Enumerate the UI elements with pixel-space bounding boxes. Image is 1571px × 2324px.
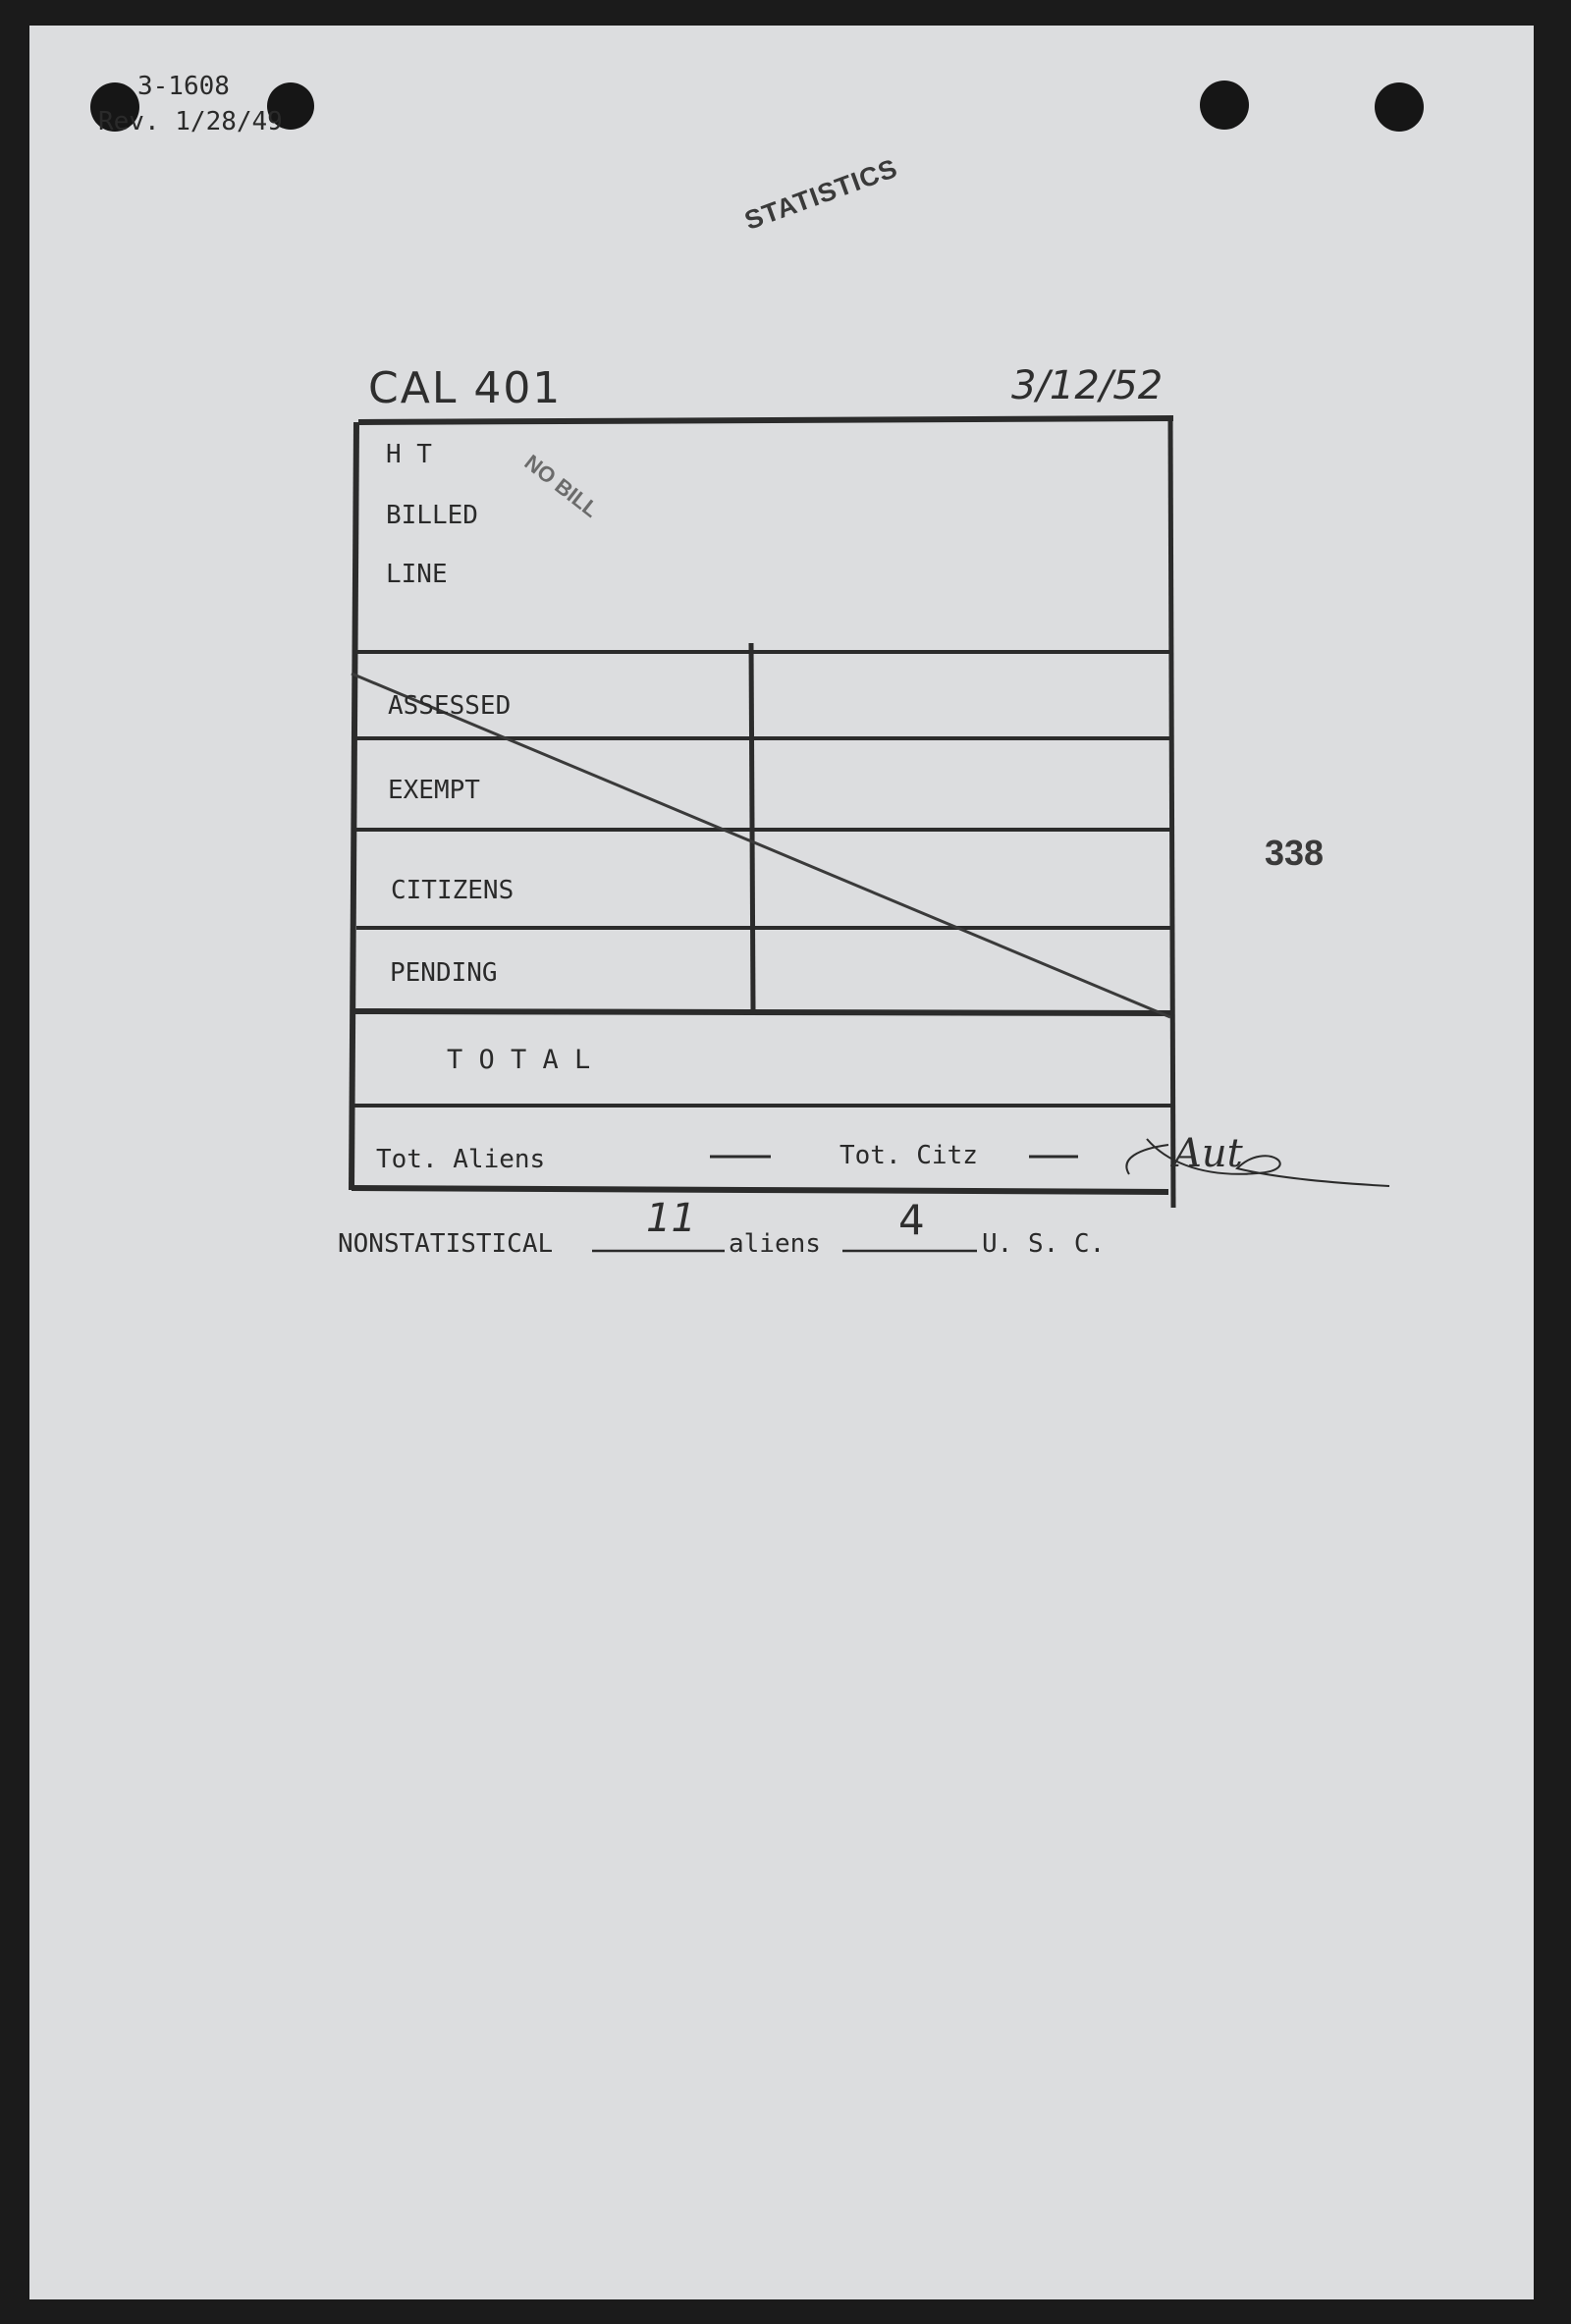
statistics-stamp: STATISTICS — [740, 152, 902, 237]
page-number: 338 — [1265, 833, 1325, 873]
initials-signature: Aut — [1173, 1131, 1243, 1176]
tot-aliens-label: Tot. Aliens — [376, 1145, 546, 1174]
aliens-label: aliens — [729, 1229, 821, 1259]
row-citizens: CITIZENS — [391, 876, 515, 905]
row-exempt: EXEMPT — [388, 776, 480, 805]
aliens-count-handwritten: 11 — [646, 1196, 696, 1241]
manifest-handwritten: CAL 401 — [368, 363, 563, 413]
row-pending: PENDING — [390, 958, 498, 988]
form-number: 3-1608 — [137, 72, 230, 101]
nonstatistical-label: NONSTATISTICAL — [338, 1229, 554, 1259]
usc-label: U. S. C. — [982, 1229, 1106, 1259]
row-line: LINE — [386, 560, 448, 589]
row-total: T O T A L — [447, 1045, 591, 1075]
row-ht: H T — [386, 440, 432, 469]
form-revision: Rev. 1/28/49 — [98, 107, 283, 136]
row-assessed: ASSESSED — [388, 691, 512, 721]
date-handwritten: 3/12/52 — [1011, 363, 1164, 408]
tot-citz-label: Tot. Citz — [840, 1141, 978, 1170]
citizens-count-handwritten: 4 — [898, 1196, 925, 1244]
no-bill-stamp: NO BILL — [519, 450, 604, 522]
row-billed: BILLED — [386, 501, 478, 530]
